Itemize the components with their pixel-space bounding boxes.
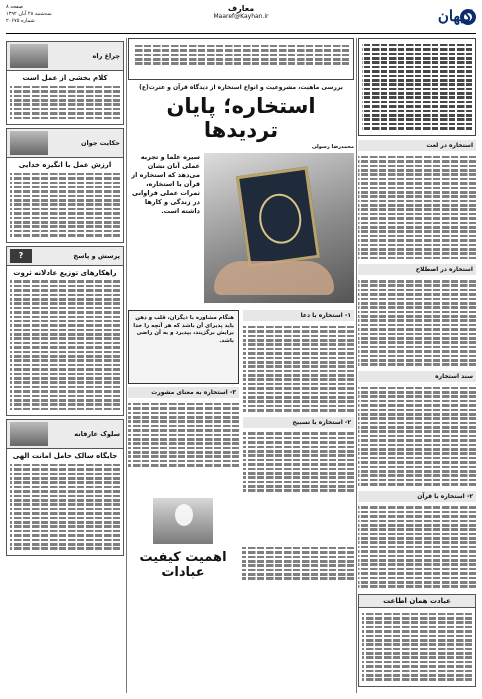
main-headline[interactable]: استخاره؛ پایان تردیدها bbox=[166, 94, 316, 142]
issue-date: سه‌شنبه ۲۸ آبان ۱۳۹۲ bbox=[6, 11, 52, 17]
center-column bbox=[128, 38, 354, 695]
center-body-right bbox=[243, 307, 354, 494]
footer-headline[interactable]: اهمیت کیفیت عبادات bbox=[139, 549, 227, 580]
article-text-lines bbox=[358, 385, 476, 488]
subhead: ۳- استخاره به معنای مشورت bbox=[128, 387, 239, 398]
section-email[interactable]: Maaref@Kayhan.ir bbox=[213, 13, 269, 20]
item-thumbnail bbox=[10, 131, 48, 155]
wisdom-text-lines bbox=[359, 608, 475, 686]
subhead: استخاره در اصطلاح bbox=[358, 264, 476, 275]
subhead: سند استخاره bbox=[358, 371, 476, 382]
hands-image bbox=[214, 261, 334, 295]
lede-text-lines bbox=[133, 43, 349, 67]
item-box bbox=[6, 246, 124, 417]
intro-box bbox=[358, 38, 476, 136]
column-divider bbox=[126, 38, 127, 693]
feature-area bbox=[128, 153, 354, 303]
item-bar bbox=[7, 420, 123, 449]
subhead: ۲- استخاره با تسبیح bbox=[243, 417, 354, 428]
article-text-lines bbox=[358, 154, 476, 261]
article-text-lines bbox=[128, 401, 239, 469]
left-column bbox=[6, 38, 124, 695]
footer-text bbox=[242, 545, 354, 582]
item-title[interactable]: راهکارهای توزیع عادلانه ثروت bbox=[13, 268, 117, 277]
question-icon: ? bbox=[10, 249, 32, 263]
scholar-portrait[interactable] bbox=[153, 498, 213, 544]
article-text-lines bbox=[358, 278, 476, 368]
item-text-lines bbox=[7, 84, 123, 124]
issue-number: شماره ۲۰۶۷۵ bbox=[6, 18, 35, 24]
lede-box bbox=[128, 38, 354, 80]
column-divider bbox=[356, 38, 357, 693]
article-text-lines bbox=[242, 545, 354, 582]
author-name: محمدرضا رسولی bbox=[311, 144, 354, 150]
item-text-lines bbox=[7, 171, 123, 242]
footer-feature bbox=[128, 498, 354, 582]
item-title[interactable]: جایگاه سالک حامل امانت الهی bbox=[12, 452, 118, 461]
wisdom-title: عبادت همان اطاعت bbox=[359, 595, 475, 608]
intro-text-lines bbox=[362, 42, 472, 132]
subhead: استخاره در لغت bbox=[358, 140, 476, 151]
center-body bbox=[128, 307, 354, 494]
masthead bbox=[6, 4, 476, 34]
item-box bbox=[6, 41, 124, 125]
byline bbox=[128, 144, 354, 150]
item-box bbox=[6, 419, 124, 556]
logo-text: کیهان bbox=[437, 7, 472, 25]
article-text-lines bbox=[243, 324, 354, 414]
headline-kicker: بررسی ماهیت، مشروعیت و انواع استخاره از دیدگاه قرآن و عترت(ع) bbox=[139, 84, 343, 91]
quran-photo[interactable] bbox=[204, 153, 354, 303]
item-title[interactable]: کلام بخشی از عمل است bbox=[22, 74, 108, 82]
item-bar bbox=[7, 42, 123, 71]
section-title-text: معارف bbox=[227, 4, 255, 13]
item-thumbnail bbox=[10, 422, 48, 446]
right-column bbox=[358, 38, 476, 695]
page-label: صفحه ۸ bbox=[6, 4, 23, 10]
section-title bbox=[213, 4, 268, 20]
footer-portrait-block bbox=[128, 498, 238, 582]
quran-book-image bbox=[236, 166, 320, 267]
box-label: حکایت جوان bbox=[80, 138, 120, 147]
wisdom-box bbox=[358, 594, 476, 687]
item-text-lines bbox=[7, 462, 123, 555]
item-bar bbox=[7, 247, 123, 266]
pull-quote: سیره علما و تجربه عملی آنان نشان می‌دهد که استخاره از قرآن یا استخاره، ثمرات عملی فراوانی در زندگی و کارها داشته است. bbox=[131, 153, 200, 215]
newspaper-logo[interactable] bbox=[426, 4, 476, 30]
issue-info bbox=[6, 4, 52, 25]
article-text-lines bbox=[358, 505, 476, 590]
subhead: ۲- استخاره با قرآن bbox=[358, 491, 476, 502]
box-label: چراغ راه bbox=[92, 52, 120, 60]
quote-box bbox=[128, 310, 239, 384]
box-label: پرسش و پاسخ bbox=[73, 251, 120, 260]
item-thumbnail bbox=[10, 44, 48, 68]
box-label: سلوک عارفانه bbox=[74, 430, 120, 439]
item-title[interactable]: ارزش عمل با انگیزه خدایی bbox=[18, 160, 112, 169]
item-box bbox=[6, 128, 124, 243]
center-body-left bbox=[128, 307, 239, 494]
item-text-lines bbox=[7, 279, 123, 416]
item-bar bbox=[7, 129, 123, 158]
quote-text: هنگام مشاوره با دیگران، قلب و ذهن باید پذیرای آن باشد که هر آنچه را خدا برایش برگزیند، بپذیرد و به آن راضی باشد. bbox=[133, 315, 234, 344]
article-text-lines bbox=[243, 431, 354, 494]
subhead: ۱- استخاره با دعا bbox=[243, 310, 354, 321]
